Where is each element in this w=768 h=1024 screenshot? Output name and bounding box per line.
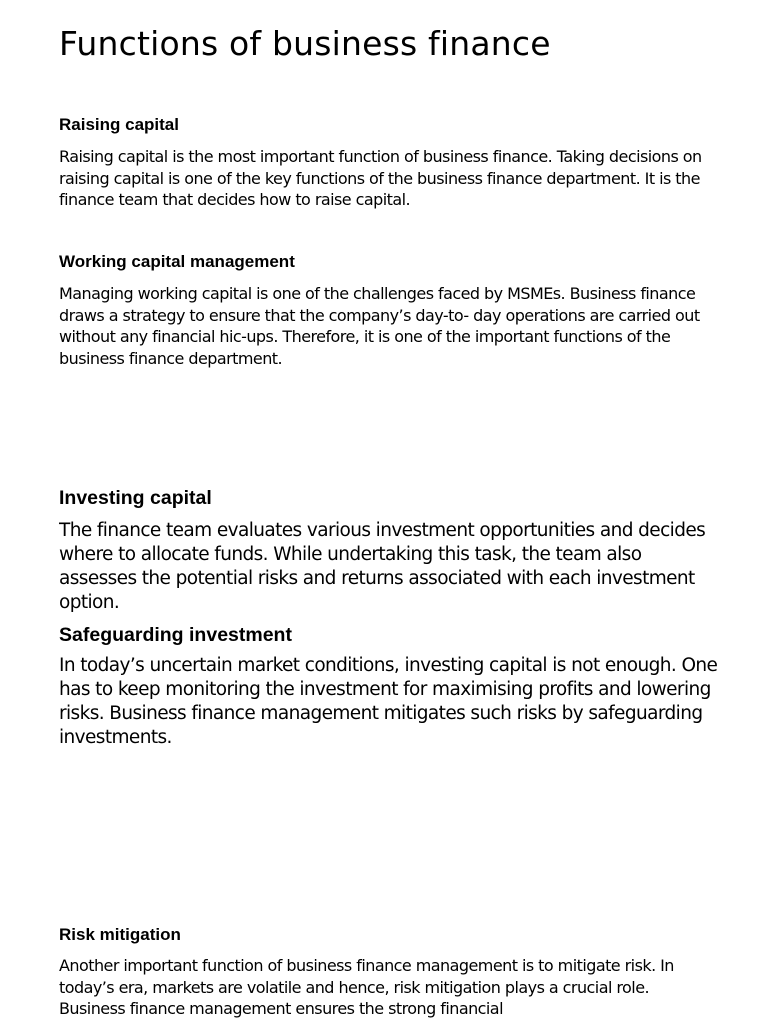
- document-page: [59, 0, 719, 1024]
- section-heading-working-capital-management: Working capital management: [59, 252, 295, 271]
- page-title: Functions of business finance: [59, 24, 551, 63]
- section-body-safeguarding-investment: In today’s uncertain market conditions, investing capital is not enough. One has to keep monitoring the investment for maximising profits and lowering risks. Business finance management mitigates such risks by safeguarding investments.: [59, 655, 718, 748]
- section-heading-raising-capital: Raising capital: [59, 115, 179, 134]
- section-body-investing-capital: The finance team evaluates various investment opportunities and decides where to allocate funds. While undertaking this task, the team also assesses the potential risks and returns associated with each investment option.: [59, 520, 706, 613]
- section-body-working-capital-management: Managing working capital is one of the challenges faced by MSMEs. Business finance draws a strategy to ensure that the company’s day-to- day operations are carried out without any financial hic-ups. Therefore, it is one of the important functions of the business finance department.: [59, 284, 700, 368]
- section-body-raising-capital: Raising capital is the most important function of business finance. Taking decisions on raising capital is one of the key functions of the business finance department. It is the finance team that decides how to raise capital.: [59, 147, 702, 209]
- section-heading-safeguarding-investment: Safeguarding investment: [59, 624, 292, 646]
- section-heading-risk-mitigation: Risk mitigation: [59, 925, 181, 944]
- section-heading-investing-capital: Investing capital: [59, 487, 212, 509]
- section-body-risk-mitigation: Another important function of business finance management is to mitigate risk. In today’s era, markets are volatile and hence, risk mitigation plays a crucial role. Business finance management ensures the strong financial: [59, 956, 674, 1018]
